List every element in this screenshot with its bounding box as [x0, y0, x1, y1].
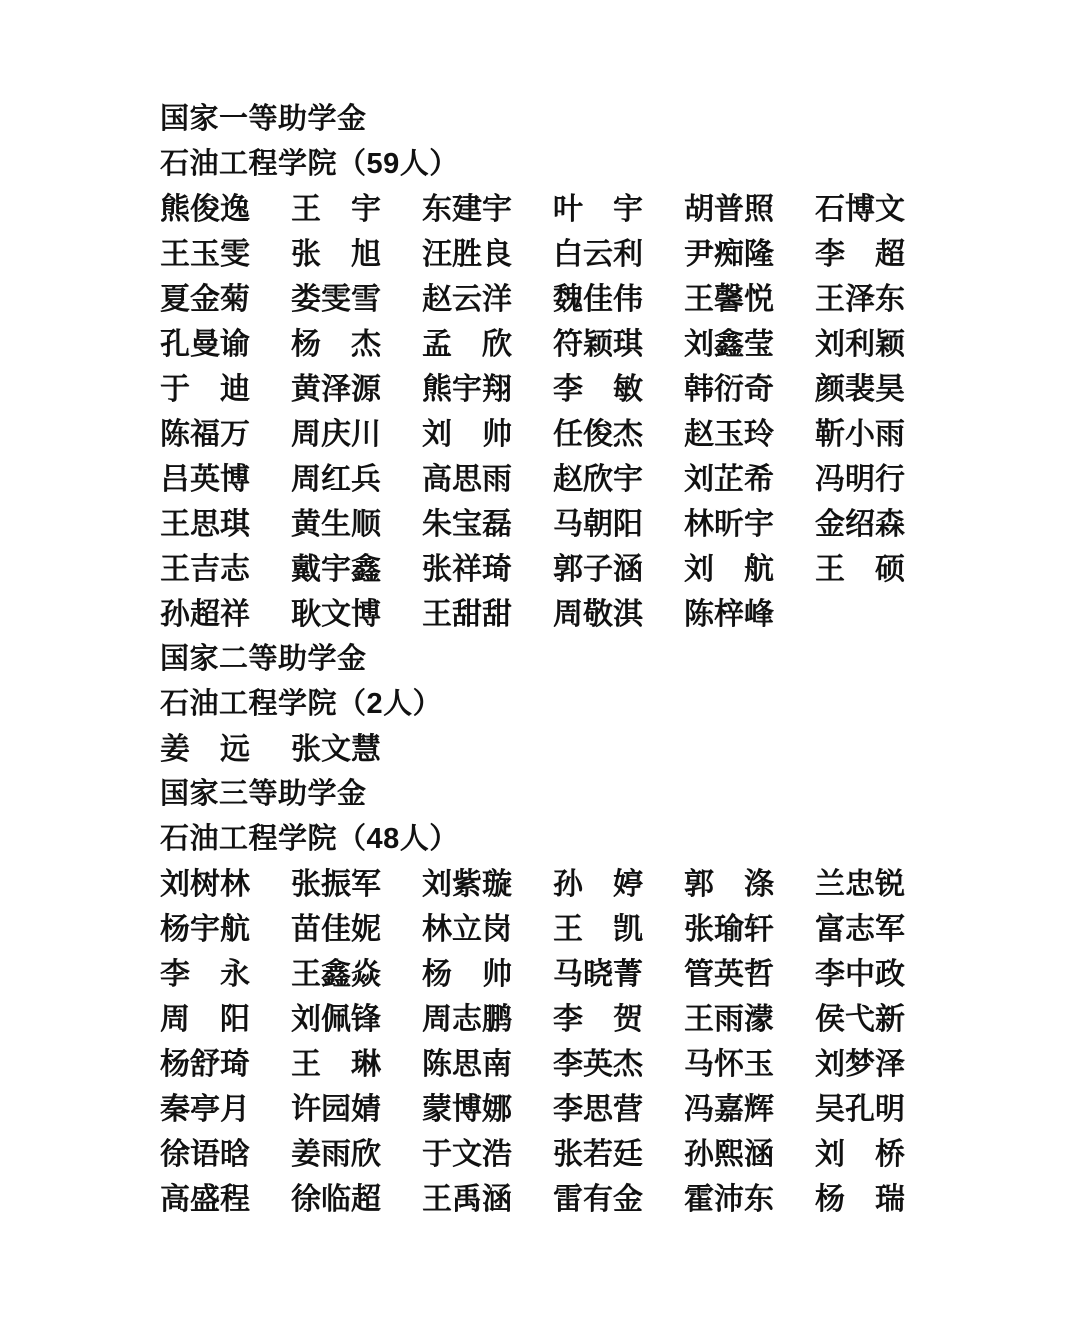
name-item: 高盛程 — [160, 1183, 250, 1216]
name-item: 黄生顺 — [291, 508, 381, 541]
names-grid — [160, 727, 905, 772]
name-item: 张文慧 — [291, 733, 381, 766]
name-item: 李中政 — [815, 958, 905, 991]
name-item: 娄雯雪 — [291, 283, 381, 316]
name-item: 周红兵 — [291, 463, 381, 496]
name-item: 黄泽源 — [291, 373, 381, 406]
name-item: 于文浩 — [422, 1138, 512, 1171]
name-item: 刘利颖 — [815, 328, 905, 361]
name-item: 熊宇翔 — [422, 373, 512, 406]
name-item: 侯弋新 — [815, 1003, 905, 1036]
name-item: 李 超 — [815, 238, 905, 271]
name-item: 陈思南 — [422, 1048, 512, 1081]
name-item: 刘鑫莹 — [684, 328, 774, 361]
name-item: 富志军 — [815, 913, 905, 946]
section-first-class-grant — [160, 97, 905, 637]
names-grid — [160, 187, 905, 637]
name-item: 周庆川 — [291, 418, 381, 451]
name-item: 白云利 — [553, 238, 643, 271]
name-item: 刘 桥 — [815, 1138, 905, 1171]
name-item: 周敬淇 — [553, 598, 643, 631]
name-item: 王 宇 — [291, 193, 381, 226]
name-item: 张瑜轩 — [684, 913, 774, 946]
name-item: 孙 婷 — [553, 868, 643, 901]
name-item: 杨 杰 — [291, 328, 381, 361]
name-item: 孙超祥 — [160, 598, 250, 631]
name-item: 刘 航 — [684, 553, 774, 586]
name-item: 赵云洋 — [422, 283, 512, 316]
name-item: 李 永 — [160, 958, 250, 991]
name-item: 夏金菊 — [160, 283, 250, 316]
name-item: 魏佳伟 — [553, 283, 643, 316]
section-title: 国家三等助学金 — [160, 778, 367, 810]
name-item: 王思琪 — [160, 508, 250, 541]
name-item: 张 旭 — [291, 238, 381, 271]
name-item: 马晓菁 — [553, 958, 643, 991]
name-item: 李思营 — [553, 1093, 643, 1126]
name-item: 姜 远 — [160, 733, 250, 766]
name-item: 朱宝磊 — [422, 508, 512, 541]
name-item: 尹痴隆 — [684, 238, 774, 271]
section-subtitle: 石油工程学院（48人） — [160, 823, 459, 855]
name-item: 陈福万 — [160, 418, 250, 451]
name-item: 金绍森 — [815, 508, 905, 541]
name-item: 刘树林 — [160, 868, 250, 901]
name-item: 王 琳 — [291, 1048, 381, 1081]
name-item: 兰忠锐 — [815, 868, 905, 901]
name-item: 于 迪 — [160, 373, 250, 406]
name-item: 徐语晗 — [160, 1138, 250, 1171]
name-item: 符颖琪 — [553, 328, 643, 361]
name-item: 熊俊逸 — [160, 193, 250, 226]
name-item: 孟 欣 — [422, 328, 512, 361]
name-item: 王甜甜 — [422, 598, 512, 631]
name-item: 吴孔明 — [815, 1093, 905, 1126]
name-item: 石博文 — [815, 193, 905, 226]
name-item: 颜裴昊 — [815, 373, 905, 406]
name-item: 王 硕 — [815, 553, 905, 586]
name-item: 霍沛东 — [684, 1183, 774, 1216]
name-item: 蒙博娜 — [422, 1093, 512, 1126]
name-item: 刘芷希 — [684, 463, 774, 496]
name-item: 李英杰 — [553, 1048, 643, 1081]
names-grid — [160, 862, 905, 1222]
name-item: 许园婧 — [291, 1093, 381, 1126]
section-subtitle: 石油工程学院（59人） — [160, 148, 459, 180]
section-second-class-grant — [160, 637, 905, 772]
name-item: 张祥琦 — [422, 553, 512, 586]
name-item: 吕英博 — [160, 463, 250, 496]
name-item: 王吉志 — [160, 553, 250, 586]
name-item: 陈梓峰 — [684, 598, 774, 631]
name-item: 孔曼谕 — [160, 328, 250, 361]
name-item: 刘梦泽 — [815, 1048, 905, 1081]
name-item: 张若廷 — [553, 1138, 643, 1171]
section-third-class-grant — [160, 772, 905, 1222]
name-item: 李 贺 — [553, 1003, 643, 1036]
name-item: 孙熙涵 — [684, 1138, 774, 1171]
name-item: 苗佳妮 — [291, 913, 381, 946]
name-item: 王馨悦 — [684, 283, 774, 316]
section-title: 国家一等助学金 — [160, 103, 367, 135]
name-item: 杨 瑞 — [815, 1183, 905, 1216]
name-item: 刘佩锋 — [291, 1003, 381, 1036]
name-item: 高思雨 — [422, 463, 512, 496]
name-item: 王泽东 — [815, 283, 905, 316]
name-item: 马朝阳 — [553, 508, 643, 541]
name-item: 郭子涵 — [553, 553, 643, 586]
name-item: 姜雨欣 — [291, 1138, 381, 1171]
name-item: 徐临超 — [291, 1183, 381, 1216]
name-item: 冯嘉辉 — [684, 1093, 774, 1126]
name-item: 叶 宇 — [553, 193, 643, 226]
document-page — [160, 97, 905, 1222]
name-item: 任俊杰 — [553, 418, 643, 451]
name-item: 李 敏 — [553, 373, 643, 406]
name-item: 东建宇 — [422, 193, 512, 226]
name-item: 耿文博 — [291, 598, 381, 631]
name-item: 王禹涵 — [422, 1183, 512, 1216]
section-title: 国家二等助学金 — [160, 643, 367, 675]
name-item: 马怀玉 — [684, 1048, 774, 1081]
name-item: 周 阳 — [160, 1003, 250, 1036]
name-item: 杨宇航 — [160, 913, 250, 946]
name-item: 杨 帅 — [422, 958, 512, 991]
name-item: 杨舒琦 — [160, 1048, 250, 1081]
name-item: 雷有金 — [553, 1183, 643, 1216]
name-item: 王雨濛 — [684, 1003, 774, 1036]
name-item: 刘紫璇 — [422, 868, 512, 901]
name-item: 赵欣宇 — [553, 463, 643, 496]
name-item: 郭 涤 — [684, 868, 774, 901]
name-item: 冯明行 — [815, 463, 905, 496]
name-item: 管英哲 — [684, 958, 774, 991]
name-item: 胡普照 — [684, 193, 774, 226]
name-item: 秦亭月 — [160, 1093, 250, 1126]
section-subtitle: 石油工程学院（2人） — [160, 688, 443, 720]
name-item: 靳小雨 — [815, 418, 905, 451]
name-item: 张振军 — [291, 868, 381, 901]
name-item: 戴宇鑫 — [291, 553, 381, 586]
name-item: 王鑫焱 — [291, 958, 381, 991]
name-item: 汪胜良 — [422, 238, 512, 271]
name-item: 王 凯 — [553, 913, 643, 946]
name-item: 韩衍奇 — [684, 373, 774, 406]
name-item: 刘 帅 — [422, 418, 512, 451]
name-item: 王玉雯 — [160, 238, 250, 271]
name-item: 赵玉玲 — [684, 418, 774, 451]
name-item: 林立岗 — [422, 913, 512, 946]
name-item: 林昕宇 — [684, 508, 774, 541]
name-item: 周志鹏 — [422, 1003, 512, 1036]
